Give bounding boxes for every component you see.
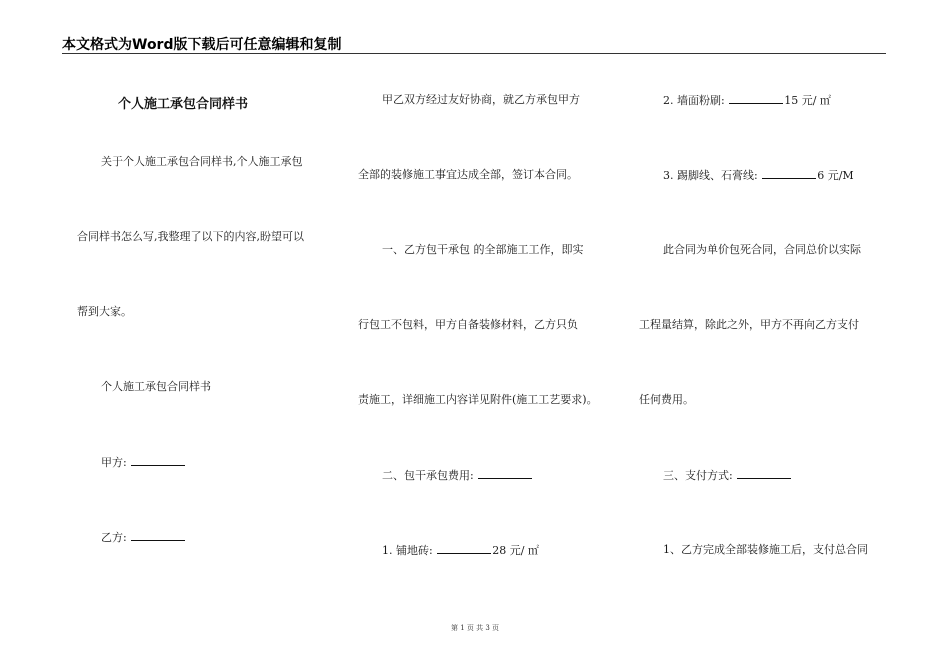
- floor-tile-label: 1. 铺地砖:: [382, 544, 433, 557]
- fee-blank: [478, 468, 532, 479]
- fee-heading-line: [382, 468, 533, 483]
- party-b-label: 乙方:: [101, 531, 127, 544]
- col3-para-3: 此合同为单价包死合同，合同总价以实际: [663, 243, 861, 256]
- page-header: [62, 34, 886, 54]
- party-b-blank: [131, 530, 185, 541]
- intro-line-1: 关于个人施工承包合同样书,个人施工承包: [101, 155, 303, 168]
- col2-para-2: 全部的装修施工事宜达成全部，签订本合同。: [358, 168, 578, 181]
- party-b-line: [101, 530, 186, 545]
- skirting-blank: [762, 168, 816, 179]
- col3-para-5: 任何费用。: [639, 393, 694, 406]
- wall-paint-unit: 15 元/ ㎡: [784, 94, 831, 107]
- skirting-line: [663, 168, 854, 183]
- col2-para-4: 行包工不包料，甲方自备装修材料，乙方只负: [358, 318, 578, 331]
- payment-heading-line: [663, 468, 792, 483]
- fee-heading: 二、包干承包费用:: [382, 469, 474, 482]
- col2-para-3: 一、乙方包干承包 的全部施工工作，即实: [382, 243, 584, 256]
- party-a-label: 甲方:: [101, 456, 127, 469]
- col3-para-4: 工程量结算，除此之外，甲方不再向乙方支付: [639, 318, 859, 331]
- party-a-line: [101, 455, 186, 470]
- floor-tile-blank: [437, 543, 491, 554]
- document-title: 个人施工承包合同样书: [118, 97, 249, 112]
- skirting-label: 3. 踢脚线、石膏线:: [663, 169, 758, 182]
- party-a-blank: [131, 455, 185, 466]
- page-number: 第 1 页 共 3 页: [450, 624, 500, 632]
- wall-paint-line: [663, 93, 831, 108]
- col3-para-7: 1、乙方完成全部装修施工后，支付总合同: [663, 543, 868, 556]
- header-text: 本文格式为Word版下载后可任意编辑和复制: [62, 37, 342, 53]
- skirting-unit: 6 元/M: [817, 169, 854, 182]
- subtitle: 个人施工承包合同样书: [101, 380, 211, 393]
- floor-tile-line: [382, 543, 539, 558]
- col2-para-5: 责施工，详细施工内容详见附件(施工工艺要求)。: [358, 393, 598, 406]
- payment-heading: 三、支付方式:: [663, 469, 733, 482]
- intro-line-2: 合同样书怎么写,我整理了以下的内容,盼望可以: [77, 230, 304, 243]
- payment-blank: [737, 468, 791, 479]
- col2-para-1: 甲乙双方经过友好协商，就乙方承包甲方: [382, 93, 580, 106]
- intro-line-3: 帮到大家。: [77, 305, 132, 318]
- wall-paint-label: 2. 墙面粉刷:: [663, 94, 725, 107]
- wall-paint-blank: [729, 93, 783, 104]
- floor-tile-unit: 28 元/ ㎡: [492, 544, 539, 557]
